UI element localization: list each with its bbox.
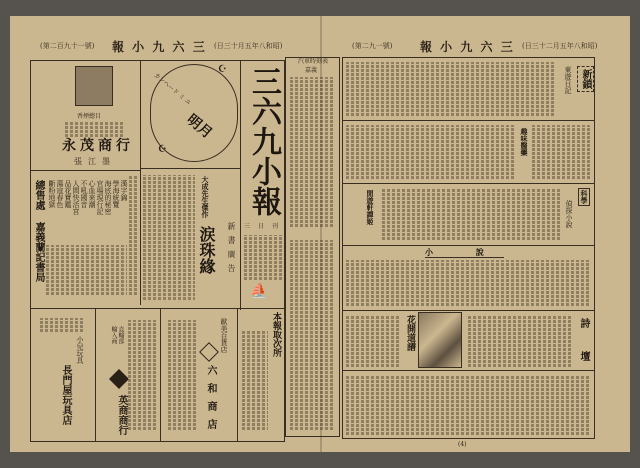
diary-heading: 東遊日記 (564, 66, 572, 94)
divider (342, 370, 595, 371)
novel-ad-text (143, 175, 195, 300)
science-heading: 科學 (580, 190, 589, 204)
book-title-list (46, 180, 127, 240)
liuhe-name: 六和商店 (205, 365, 216, 437)
divider (342, 120, 595, 121)
transit-title: 汽車時刻表 (298, 58, 329, 65)
mingyue-name: 明月 (183, 111, 216, 142)
flower-heading: 花開道譜 (405, 315, 415, 351)
transit-sub: 嘉義 (305, 67, 318, 74)
crescent-star-icon: ☪ (218, 64, 227, 75)
novel-ad-label: 新書廣告 (227, 222, 236, 278)
liuhe-ad-text (168, 320, 196, 430)
book-prices (46, 245, 127, 295)
book-title: 蕩寇春色 (56, 180, 64, 208)
liuhe-sub: 歐美百貨店 (220, 318, 228, 353)
yingshang-name: 英商商行 (116, 395, 127, 435)
article-text (346, 315, 401, 367)
novel-section-heading: 小 說 (425, 247, 504, 257)
article-text (346, 125, 516, 179)
article-text (346, 62, 556, 116)
masthead-date: 三日刊 (244, 223, 287, 230)
yongmao-label: 香煙總目 (77, 113, 102, 120)
yongmao-sub: 張江墨 (74, 157, 116, 166)
divider (342, 310, 595, 311)
divider (30, 308, 285, 309)
divider (342, 245, 595, 246)
page-number: (4) (458, 441, 467, 448)
left-date: (日三十月五年八和昭) (214, 42, 283, 50)
toy-store-sub: 小兒玩具 (76, 336, 84, 364)
book-title: 心血來潮 (88, 180, 96, 208)
divider (140, 168, 240, 169)
masthead-info (244, 235, 282, 280)
article-text (468, 315, 573, 367)
article-text (532, 125, 590, 179)
article-text (346, 260, 591, 306)
medicine-heading: 趣味醫藥 (520, 128, 529, 156)
divider (237, 308, 238, 442)
yingshang-sub: 直輸部 輸入商 (110, 326, 124, 344)
novel-author: 大成先生傑作 (201, 176, 210, 218)
agent-title: 本報取次所 (271, 312, 281, 357)
yongmao-text (65, 121, 125, 137)
xianyou-heading: 閒遊軒譚姬 (366, 190, 375, 225)
article-text (346, 375, 591, 435)
transit-timetable (290, 240, 335, 430)
seller-name: 嘉義蘭記書局 (33, 222, 44, 282)
novel-title: 涙珠緣 (197, 226, 216, 274)
masthead: 三六九小報 (246, 66, 281, 216)
book-title: 海底的秘密 (104, 180, 112, 215)
divider (140, 60, 141, 305)
book-title: 不吼國音 (80, 180, 88, 208)
seller-label: 總售處 (33, 180, 44, 210)
divider (160, 308, 161, 442)
poetry-heading: 詩 壇 (578, 318, 589, 367)
detective-heading: 偵探小說 (565, 200, 573, 228)
book-title: 官場現行記 (96, 180, 104, 215)
cigarette-box-image (75, 66, 113, 106)
article-text (382, 188, 560, 240)
ship-icon: ⛵ (250, 283, 268, 299)
yongmao-name: 永茂商行 (62, 138, 134, 154)
right-issue-number: (第二九一號) (352, 42, 393, 50)
divider (95, 308, 96, 442)
divider (30, 170, 140, 171)
right-header-title: 報 小 九 六 三 (420, 40, 515, 54)
left-issue-number: (第二百九十一號) (40, 42, 95, 50)
divider (240, 60, 241, 310)
illustration-image (418, 312, 462, 368)
section-xinsuo: 新鎖 (577, 66, 594, 92)
yingshang-ad-text (128, 320, 156, 430)
toy-ad-text (40, 318, 85, 332)
divider (342, 183, 595, 184)
transit-timetable (290, 77, 335, 227)
book-ad-text (129, 175, 138, 295)
book-title: 學海統覽 (112, 180, 120, 208)
book-title: 人間快活宮 (72, 180, 80, 215)
left-header-title: 報 小 九 六 三 (112, 40, 207, 54)
mingyue-script: カンヘード ミ ユ (152, 71, 193, 107)
right-date: (日三十二月五年八和昭) (522, 42, 598, 50)
agent-list (242, 330, 268, 430)
crescent-star-icon: ☪ (158, 144, 167, 155)
toy-store-name: 長門屋玩具店 (60, 365, 71, 425)
book-title: 斷粉地獄 (48, 180, 56, 208)
book-title: 漢字錦 (120, 180, 128, 201)
book-title: 品花寶鑑 (64, 180, 72, 208)
